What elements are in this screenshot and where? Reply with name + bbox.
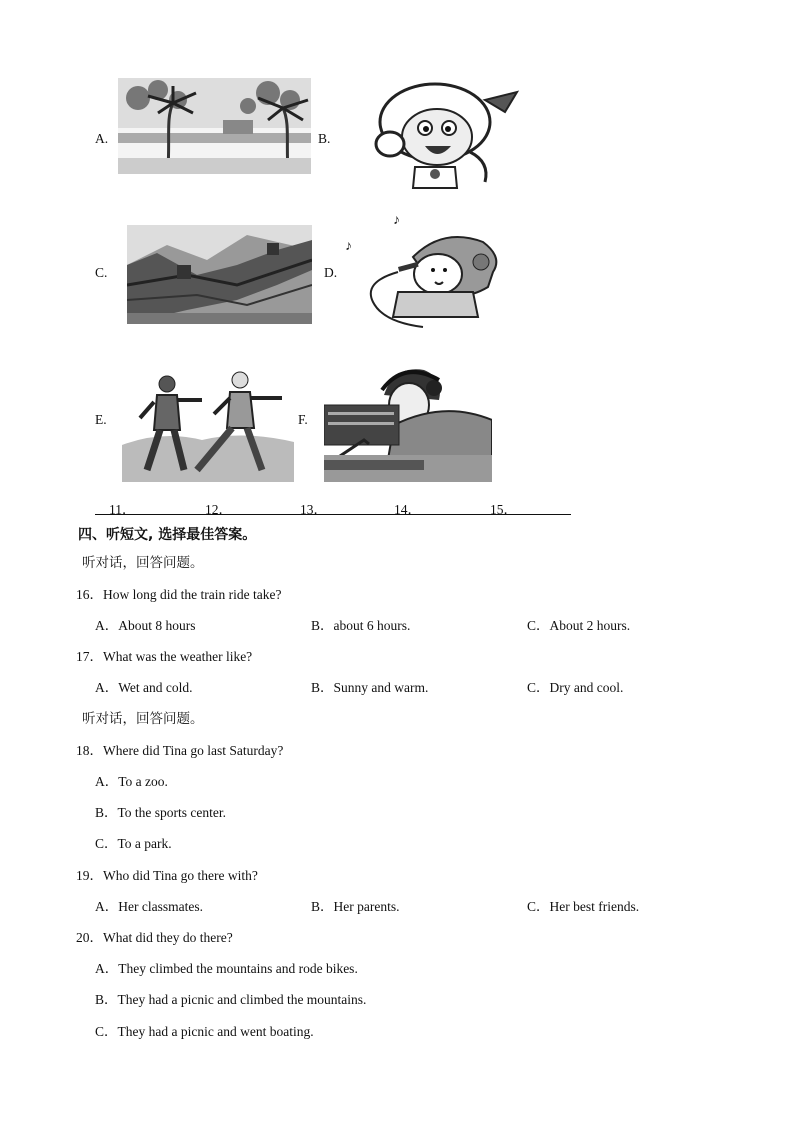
q18-option-a[interactable]: A．To a zoo.	[95, 774, 168, 789]
svg-text:♪: ♪	[345, 239, 352, 254]
picture-label-b: B.	[318, 131, 331, 146]
radio-host-image	[324, 360, 492, 482]
great-wall-image	[127, 225, 312, 324]
q18-option-c[interactable]: C．To a park.	[95, 836, 172, 851]
q19-option-a[interactable]: A．Her classmates.	[95, 899, 203, 914]
instruction-2: 听对话，回答问题。	[82, 711, 204, 727]
blank-11[interactable]: 11．	[109, 502, 136, 517]
picture-label-a: A.	[95, 131, 109, 146]
singing-girl-image	[343, 212, 508, 334]
q17-option-c[interactable]: C．Dry and cool.	[527, 680, 624, 695]
section-title: 四、听短文, 选择最佳答案。	[78, 527, 257, 543]
svg-text:♪: ♪	[393, 213, 400, 228]
question-16: 16．How long did the train ride take?	[76, 587, 282, 602]
q17-option-a[interactable]: A．Wet and cold.	[95, 680, 193, 695]
q20-option-a[interactable]: A．They climbed the mountains and rode bikes.	[95, 961, 358, 976]
question-18: 18．Where did Tina go last Saturday?	[76, 743, 284, 758]
q19-option-b[interactable]: B．Her parents.	[311, 899, 400, 914]
blank-15[interactable]: 15．	[490, 502, 517, 517]
q17-option-b[interactable]: B．Sunny and warm.	[311, 680, 429, 695]
picture-label-f: F.	[298, 412, 308, 427]
tai-chi-image	[122, 370, 294, 482]
q16-option-c[interactable]: C．About 2 hours.	[527, 618, 631, 633]
q16-option-a[interactable]: A．About 8 hours	[95, 618, 196, 633]
q18-option-b[interactable]: B．To the sports center.	[95, 805, 227, 820]
blank-14[interactable]: 14．	[394, 502, 421, 517]
blank-13[interactable]: 13．	[300, 502, 327, 517]
q19-option-c[interactable]: C．Her best friends.	[527, 899, 640, 914]
answer-blank-line	[95, 498, 571, 515]
picture-label-c: C.	[95, 265, 108, 280]
question-19: 19．Who did Tina go there with?	[76, 868, 258, 883]
question-17: 17．What was the weather like?	[76, 649, 253, 664]
beach-palm-trees-image	[118, 78, 311, 174]
q20-option-c[interactable]: C．They had a picnic and went boating.	[95, 1024, 314, 1039]
cartoon-sheep-image	[345, 82, 520, 190]
instruction-1: 听对话，回答问题。	[82, 555, 204, 571]
q20-option-b[interactable]: B．They had a picnic and climbed the mountains.	[95, 992, 367, 1007]
q16-option-b[interactable]: B．about 6 hours.	[311, 618, 411, 633]
picture-label-e: E.	[95, 412, 107, 427]
question-20: 20．What did they do there?	[76, 930, 233, 945]
blank-12[interactable]: 12．	[205, 502, 232, 517]
picture-label-d: D.	[324, 265, 338, 280]
